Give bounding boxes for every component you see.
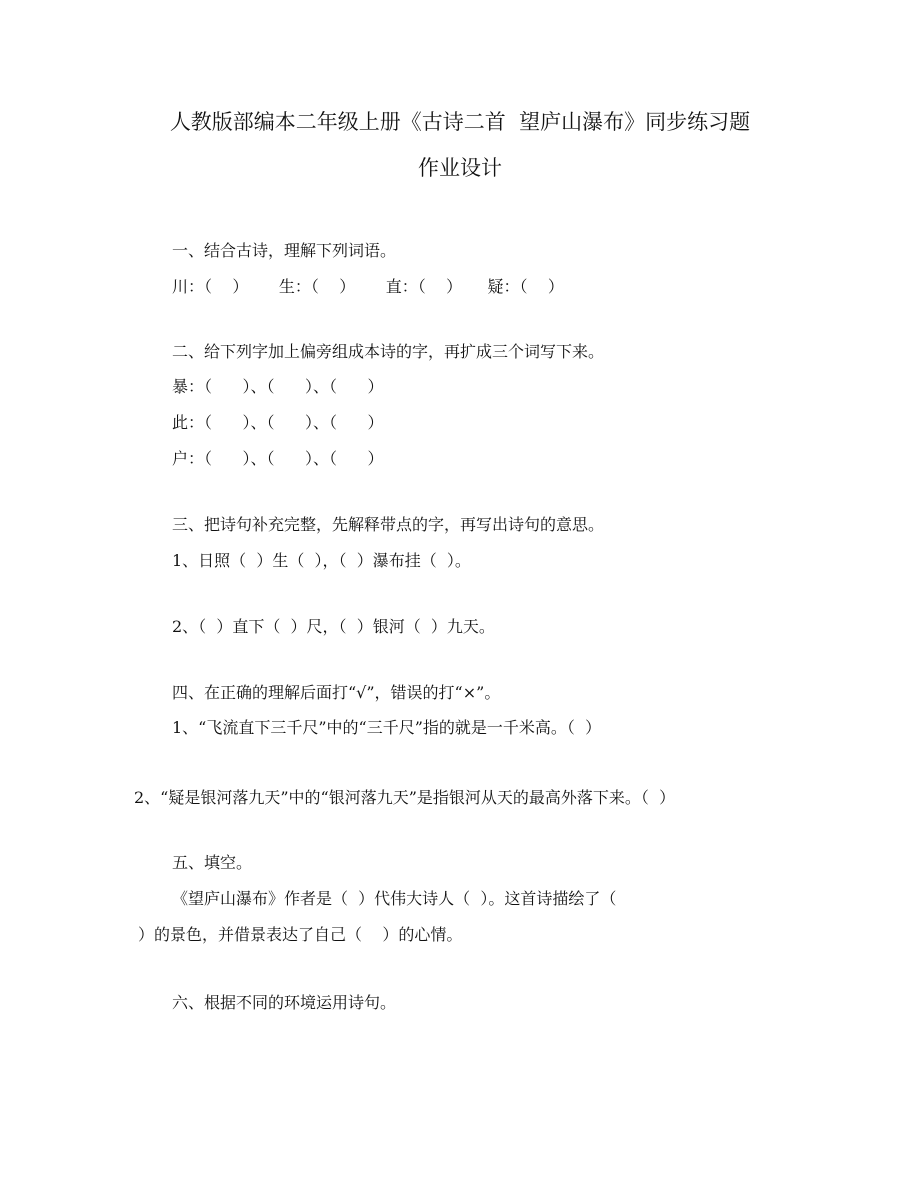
section-3-question-2: 2、（ ）直下（ ）尺，（ ）银河（ ）九天。 [172, 617, 495, 636]
title-line-1: 人教版部编本二年级上册《古诗二首 望庐山瀑布》同步练习题 [169, 110, 751, 134]
section-1-blanks: 川：（ ） 生：（ ） 直：（ ） 疑：（ ） [172, 277, 564, 296]
section-1-heading: 一、结合古诗，理解下列词语。 [172, 241, 397, 260]
section-6-heading: 六、根据不同的环境运用诗句。 [172, 993, 397, 1012]
section-2-heading: 二、给下列字加上偏旁组成本诗的字，再扩成三个词写下来。 [172, 342, 605, 361]
section-4-question-1: 1、“飞流直下三千尺”中的“三千尺”指的就是一千米高。（ ） [172, 718, 602, 737]
section-3-question-1: 1、日照（ ）生（ ），（ ）瀑布挂（ ）。 [172, 551, 471, 570]
section-2-row-ci: 此：（ ）、（ ）、（ ） [172, 413, 384, 432]
section-5-line-2: ）的景色，并借景表达了自己（ ）的心情。 [138, 925, 463, 944]
section-3-heading: 三、把诗句补充完整，先解释带点的字，再写出诗句的意思。 [172, 515, 605, 534]
section-2-row-bao: 暴：（ ）、（ ）、（ ） [172, 377, 384, 396]
section-5-heading: 五、填空。 [172, 853, 253, 872]
section-4-question-2: 2、“疑是银河落九天”中的“银河落九天”是指银河从天的最高外落下来。（ ） [134, 788, 676, 807]
section-5-line-1: 《望庐山瀑布》作者是（ ）代伟大诗人（ ）。这首诗描绘了（ [172, 889, 617, 908]
section-4-heading: 四、在正确的理解后面打“√”，错误的打“×”。 [172, 683, 501, 702]
section-2-row-hu: 户：（ ）、（ ）、（ ） [172, 449, 384, 468]
title-line-2: 作业设计 [418, 156, 502, 180]
